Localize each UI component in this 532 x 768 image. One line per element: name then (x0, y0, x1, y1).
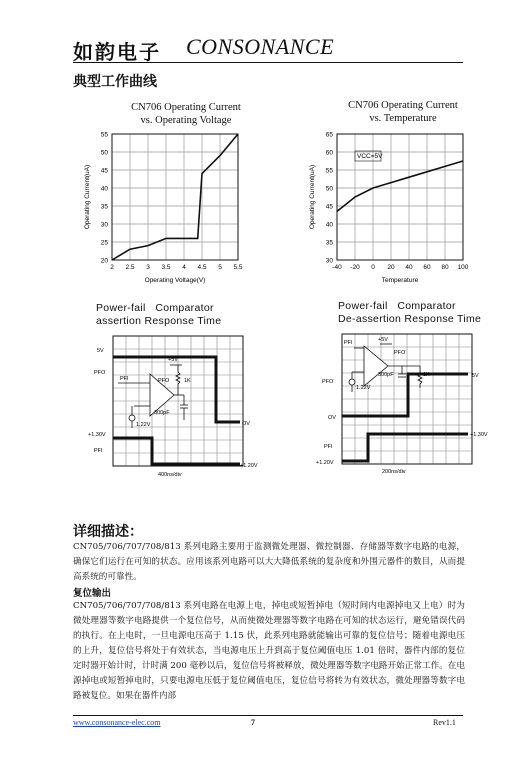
scope1-label-pfi: PFI (120, 376, 129, 382)
scope2-label-1v22: 1.22V (356, 385, 371, 391)
chart2-xtick-label: 40 (405, 264, 413, 271)
chart2-xtick-label: -20 (350, 264, 360, 271)
chart2-title (313, 99, 493, 125)
chart1-plot-frame (112, 134, 238, 260)
chart1-xtick-label: 4 (182, 264, 186, 271)
chart2-ytick-label: 40 (325, 221, 333, 229)
chart1-title (96, 101, 276, 127)
header-rule (73, 62, 463, 63)
chart2-ytick-label: 50 (325, 185, 333, 193)
paragraph-overview: CN705/706/707/708/813 系列电路主要用于监测微处理器、微控制器、存储器等数字电路的电源，确保它们运行在可知的状态。应用该系列电路可以大大降低系统的复杂度和外围元器件的数目，从而提高系统的可靠性。 (73, 542, 465, 582)
chart2-ytick-label: 60 (325, 149, 333, 157)
scope2-label-pfi-low: PFI (324, 444, 333, 450)
scope2-label-1k: 1K (423, 372, 430, 378)
scope2-label-300pf: 300pF (378, 372, 394, 378)
chart1-operating-current-vs-voltage (80, 126, 260, 290)
scope1-label-ov: OV (242, 421, 250, 427)
chart1-ytick-label: 45 (100, 167, 108, 175)
scope1-label-pfo: PFO (94, 370, 106, 376)
scope2-pfo-waveform (342, 374, 468, 416)
footer-revision: Rev1.1 (433, 718, 456, 727)
chart1-xtick-label: 3 (146, 264, 150, 271)
chart1-ytick-label: 50 (100, 149, 108, 157)
footer-page-number: 7 (251, 718, 255, 727)
scope2-label-pfi-top: PFI (344, 340, 353, 346)
paragraph-reset-output: CN705/706/707/708/813 系列电路在电源上电，掉电或短暂掉电（短时间内电源掉电又上电）时为微处理器等数字电路提供一个复位信号，从而使微处理器等数字电路在可知的状态运行，避免错误代码的执行。在上电时，一旦电源电压高于 1.15 伏，此系列电路就能输出可靠的复位信号；随着电源电压的上升，复位信号将处于有效状态，当电源电压上升到高于复位阈值电压 1.01 倍时，器件内部的复位定时器开始计时，计时满 200 毫秒以后，复位信号将被释放，微处理器等数字电路开始正常工作。在电源掉电或短暂掉电时，只要电源电压低于复位阈值电压，复位信号将转为有效状态，微处理器等数字电路被复位。如果在器件内部 (73, 601, 465, 701)
scope2-title-line2: De-assertion Response Time (338, 313, 482, 325)
chart2-ytick-label: 30 (325, 257, 333, 265)
chart1-ytick-label: 30 (100, 221, 108, 229)
chart2-title-line2: vs. Temperature (369, 113, 437, 124)
chart2-xtick-label: 80 (441, 264, 449, 271)
section-title-reset-output: 复位输出 (73, 588, 112, 599)
chart1-title-line1: CN706 Operating Current (131, 102, 241, 113)
section-title-typical-curves: 典型工作曲线 (73, 74, 157, 90)
scope2-label-ov: OV (328, 415, 336, 421)
scope2-label-plus5v: +5V (378, 337, 388, 343)
scope1-label-1k: 1K (184, 378, 191, 384)
chart1-xtick-label: 4.5 (197, 264, 207, 271)
scope1-assertion-diagram (88, 330, 268, 480)
scope1-label-pfi-low: PFI (94, 448, 103, 454)
chart1-ytick-label: 20 (100, 257, 108, 265)
scope1-label-1v20: +1.20V (240, 463, 258, 469)
chart2-xtick-label: 60 (423, 264, 431, 271)
scope1-title (96, 302, 246, 328)
scope2-timebase: 200ns/div (382, 469, 406, 475)
chart2-title-line1: CN706 Operating Current (348, 100, 458, 111)
section-title-detail: 详细描述： (73, 524, 143, 540)
scope2-label-5v: 5V (472, 373, 479, 379)
scope1-pfi-waveform (113, 438, 240, 464)
chart1-xtick-label: 5 (218, 264, 222, 271)
scope2-label-pfo-internal: PFO (394, 350, 406, 356)
chart1-xtick-label: 5.5 (233, 264, 243, 271)
chart1-xtick-label: 2.5 (125, 264, 135, 271)
scope1-label-plus5v: +5V (168, 357, 178, 363)
chart2-series-line (337, 161, 463, 211)
brand-chinese-name: 如韵电子 (73, 40, 161, 64)
scope1-title-line2: assertion Response Time (96, 315, 222, 327)
scope1-circuit (118, 365, 188, 428)
scope1-label-300pf: 300pF (154, 410, 170, 416)
chart2-xtick-label: -40 (332, 264, 342, 271)
scope1-title-line1: Power-fail Comparator (96, 302, 214, 314)
chart2-xtick-label: 0 (371, 264, 375, 271)
chart2-annotation: VCC=5V (357, 153, 383, 160)
chart1-xtick-label: 3.5 (161, 264, 171, 271)
chart2-ylabel: Operating Current(uA) (309, 164, 316, 230)
scope2-title-line1: Power-fail Comparator (338, 300, 456, 312)
chart2-operating-current-vs-temperature (305, 126, 485, 290)
chart2-xlabel: Temperature (381, 277, 419, 284)
scope1-label-pfo-internal: PFO (158, 378, 170, 384)
chart2-ytick-label: 65 (325, 131, 333, 139)
chart1-ytick-label: 25 (100, 239, 108, 247)
scope2-label-1v20: +1.20V (316, 460, 334, 466)
scope1-label-1v30: +1.30V (88, 432, 106, 438)
chart1-ytick-label: 55 (100, 131, 108, 139)
chart2-xtick-label: 20 (387, 264, 395, 271)
chart2-ytick-label: 55 (325, 167, 333, 175)
scope2-label-pfo: PFO (322, 379, 334, 385)
scope1-label-5v: 5V (97, 348, 104, 354)
chart1-series-line (112, 134, 238, 260)
scope2-title (338, 300, 488, 326)
brand-english-name: CONSONANCE (186, 34, 335, 59)
chart1-ytick-label: 35 (100, 203, 108, 211)
footer-rule (73, 715, 463, 716)
chart1-ytick-label: 40 (100, 185, 108, 193)
scope2-deassertion-diagram (316, 330, 496, 480)
scope1-label-1v22: 1.22V (136, 422, 151, 428)
chart1-ylabel: Operating Current(uA) (84, 164, 91, 230)
chart1-title-line2: vs. Operating Voltage (140, 115, 232, 126)
chart2-xtick-label: 100 (457, 264, 469, 271)
footer-website-link[interactable]: www.consonance-elec.com (73, 718, 161, 727)
chart2-ytick-label: 45 (325, 203, 333, 211)
chart2-ytick-label: 35 (325, 239, 333, 247)
scope2-label-1v30: +1.30V (470, 432, 488, 438)
chart1-xlabel: Operating Voltage(V) (144, 277, 206, 284)
chart1-xtick-label: 2 (110, 264, 114, 271)
scope2-comparator (364, 346, 388, 386)
scope1-timebase: 400ns/div (158, 472, 182, 478)
